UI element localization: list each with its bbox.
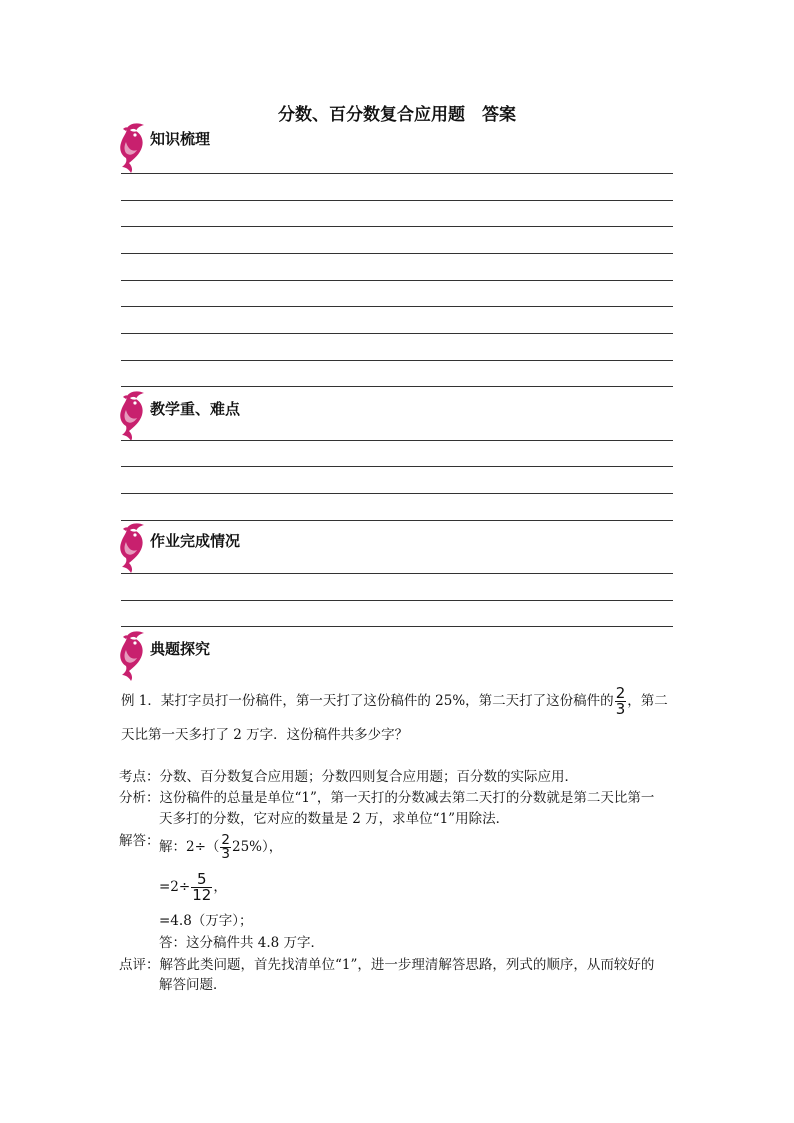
writing-line bbox=[121, 360, 673, 361]
question-text: 例 1．某打字员打一份稿件，第一天打了这份稿件的 25%，第二天打了这份稿件的 bbox=[121, 693, 614, 709]
dolphin-icon bbox=[118, 522, 148, 574]
fenxi-label: 分析： bbox=[119, 790, 160, 806]
dianping-row bbox=[119, 956, 654, 974]
writing-line bbox=[121, 280, 673, 281]
step-text: 解：2÷（ bbox=[159, 839, 220, 855]
writing-line bbox=[121, 306, 673, 307]
page-title: 分数、百分数复合应用题 答案 bbox=[278, 105, 516, 125]
fraction-numerator: 2 bbox=[221, 832, 230, 848]
kaodian-text: 分数、百分数复合应用题；分数四则复合应用题；百分数的实际应用． bbox=[159, 769, 578, 785]
section-title-homework: 作业完成情况 bbox=[150, 532, 241, 550]
writing-line bbox=[121, 493, 673, 494]
section-key-points bbox=[118, 390, 240, 442]
fraction-numerator: 5 bbox=[191, 872, 212, 888]
section-title-examples: 典题探究 bbox=[150, 640, 211, 658]
fraction-denominator: 12 bbox=[192, 886, 212, 904]
step-text: ， bbox=[213, 879, 227, 895]
writing-line bbox=[121, 226, 673, 227]
fenxi-text: 这份稿件的总量是单位“1”，第一天打的分数减去第二天打的分数就是第二天比第一 bbox=[159, 790, 655, 806]
step-text: =2÷ bbox=[159, 879, 191, 895]
writing-line bbox=[121, 626, 673, 627]
writing-line bbox=[121, 520, 673, 521]
writing-line bbox=[121, 600, 673, 601]
fraction-five-twelfths bbox=[191, 872, 212, 903]
writing-line bbox=[121, 253, 673, 254]
writing-line bbox=[121, 200, 673, 201]
dianping-line2: 解答问题． bbox=[159, 977, 227, 993]
section-homework bbox=[118, 522, 240, 574]
fraction-two-thirds bbox=[615, 686, 627, 717]
writing-line bbox=[121, 466, 673, 467]
jieda-label: 解答： bbox=[119, 833, 160, 849]
solution-step2 bbox=[159, 872, 227, 903]
fenxi-line2: 天多打的分数，它对应的数量是 2 万，求单位“1”用除法． bbox=[159, 811, 510, 827]
dolphin-icon bbox=[118, 630, 148, 682]
step-text: 25%）， bbox=[232, 839, 283, 855]
dolphin-icon bbox=[118, 390, 148, 442]
section-knowledge bbox=[118, 122, 210, 174]
writing-line bbox=[121, 440, 673, 441]
writing-line bbox=[121, 573, 673, 574]
solution-step1 bbox=[159, 834, 282, 861]
question-text: ，第二 bbox=[627, 693, 668, 709]
kaodian-row bbox=[119, 768, 578, 786]
section-title-key-points: 教学重、难点 bbox=[150, 400, 241, 418]
fenxi-row bbox=[119, 789, 654, 807]
example-question-line1 bbox=[121, 686, 668, 717]
solution-answer: 答：这分稿件共 4.8 万字． bbox=[159, 935, 325, 951]
kaodian-label: 考点： bbox=[119, 769, 160, 785]
writing-line bbox=[121, 386, 673, 387]
fraction-denominator: 3 bbox=[615, 700, 626, 718]
writing-line bbox=[121, 173, 673, 174]
dolphin-icon bbox=[118, 122, 148, 174]
solution-step3: =4.8（万字）； bbox=[159, 913, 253, 929]
dianping-label: 点评： bbox=[119, 957, 160, 973]
example-question-line2: 天比第一天多打了 2 万字．这份稿件共多少字？ bbox=[121, 727, 409, 743]
fraction-numerator: 2 bbox=[615, 684, 626, 702]
fraction-two-thirds bbox=[220, 834, 231, 861]
section-title-knowledge: 知识梳理 bbox=[150, 130, 211, 148]
section-examples bbox=[118, 630, 210, 682]
dianping-text: 解答此类问题，首先找清单位“1”，进一步理清解答思路，列式的顺序，从而较好的 bbox=[159, 957, 655, 973]
fraction-denominator: 3 bbox=[221, 846, 230, 862]
writing-line bbox=[121, 333, 673, 334]
